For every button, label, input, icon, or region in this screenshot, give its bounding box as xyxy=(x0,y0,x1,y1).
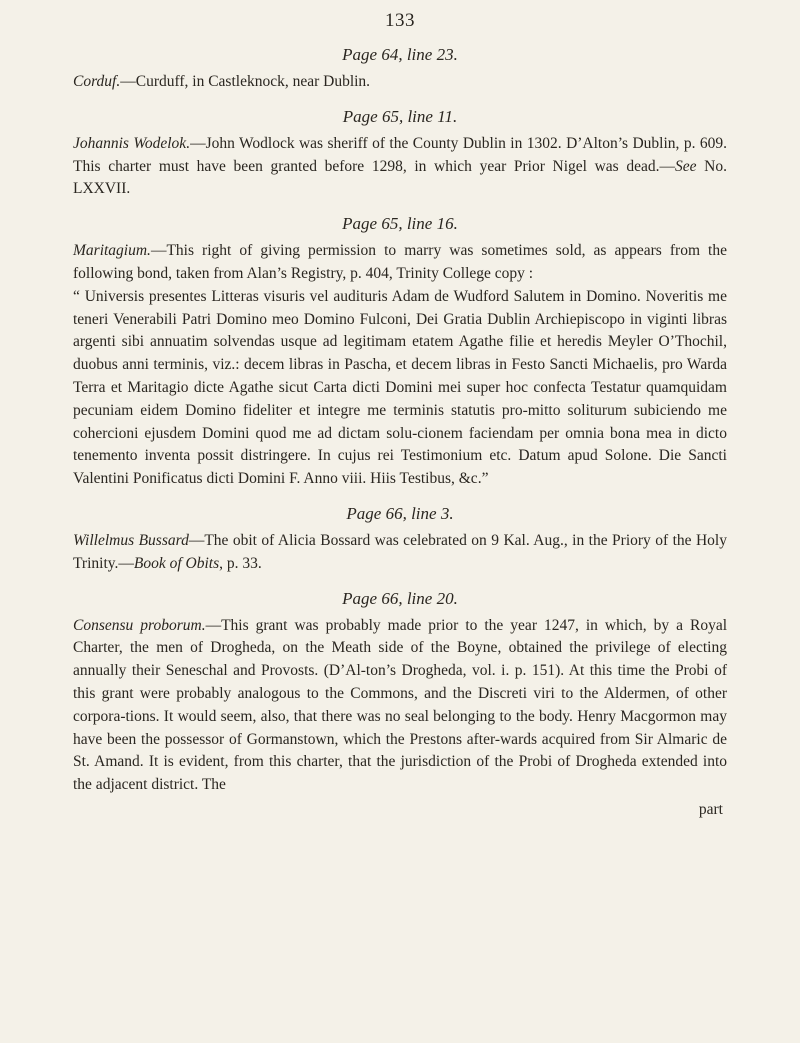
note-heading: Page 66, line 20. xyxy=(342,588,458,608)
reference-tail: , p. 33. xyxy=(219,554,262,572)
note-3 xyxy=(73,213,727,491)
note-body xyxy=(73,133,727,201)
note-heading: Page 66, line 3. xyxy=(346,503,454,523)
note-heading: Page 65, line 11. xyxy=(342,106,458,126)
note-heading: Page 64, line 23. xyxy=(342,45,458,64)
catchword: part xyxy=(698,800,723,818)
see-target: No. LXXVII. xyxy=(73,157,727,198)
note-text: —This right of giving permission to marry was sometimes sold, as appears from the following bond, taken from Alan’s Registry, p. 404, Trinity College copy : xyxy=(73,242,727,282)
note-lemma: Consensu proborum. xyxy=(73,616,206,634)
note-heading: Page 65, line 16. xyxy=(342,214,458,234)
note-1 xyxy=(73,44,727,94)
note-body xyxy=(73,530,727,576)
note-lemma: Willelmus Bussard xyxy=(73,531,189,549)
note-text: —Curduff, in Castleknock, near Dublin. xyxy=(120,73,371,90)
note-2 xyxy=(73,106,727,201)
note-lemma: Maritagium. xyxy=(73,242,151,260)
book-title-reference: Book of Obits xyxy=(133,554,220,572)
note-lemma: Corduf. xyxy=(73,73,121,90)
latin-quotation: “ Universis presentes Litteras visuris vel audituris Adam de Wudford Salutem in Domino. Noveritis me teneri Venerabili Patri Domino meo Domino Fulconi, Dei Gratia Dublin Archiepiscopo in viginti libras argenti sibi annuatim solvendas usque ad legitimam etatem Agathe filie et heredis Meyler O’Thochil, duobus anni terminis, viz.: decem libras in Pascha, et decem libras in Festo Sancti Michaelis, pro Warda Terra et Maritagio dicte Agathe sicut Carta dicti Domini mei super hoc confecta Testatur quamquidam pecuniam eidem Domino fideliter et integre me terminis statutis pro-mitto soliturum subiciendo me cohercioni ejusdem Domini quod me ad dictam solu-cionem faciendam per omnia bona mea in dicto tenemento inventa possit distringere. In cujus rei Testimonium etc. Datum apud Solone. Die Sancti Valentini Ponificatus dicti Domini F. Anno viii. Hiis Testibus, &c.” xyxy=(73,287,727,488)
page-number: 133 xyxy=(385,10,415,31)
note-body xyxy=(73,240,727,491)
see-reference: See xyxy=(675,157,697,175)
note-5 xyxy=(73,588,727,797)
note-text: —The obit of Alicia Bossard was celebrated on 9 Kal. Aug., in the Priory of the Holy Trinity.— xyxy=(73,531,727,572)
note-body xyxy=(73,71,727,94)
note-lemma: Johannis Wodelok. xyxy=(73,134,191,152)
note-text: —John Wodlock was sheriff of the County Dublin in 1302. D’Alton’s Dublin, p. 609. This charter must have been granted before 1298, in which year Prior Nigel was dead.— xyxy=(73,134,727,175)
note-body xyxy=(73,615,727,797)
note-text: —This grant was probably made prior to the year 1247, in which, by a Royal Charter, the men of Drogheda, on the Meath side of the Boyne, obtained the privilege of electing annually their Seneschal and Provosts. (D’Al-ton’s Drogheda, vol. i. p. 151). At this time the Probi of this grant were probably analogous to the Commons, and the Discreti viri to the Aldermen, of other corpora-tions. It would seem, also, that there was no seal belonging to the body. Henry Macgormon may have been the possessor of Gormanstown, which the Prestons after-wards acquired from Sir Almaric de St. Amand. It is evident, from this charter, that the jurisdiction of the Probi of Drogheda extended into the adjacent district. The xyxy=(73,616,728,794)
note-4 xyxy=(73,503,727,576)
